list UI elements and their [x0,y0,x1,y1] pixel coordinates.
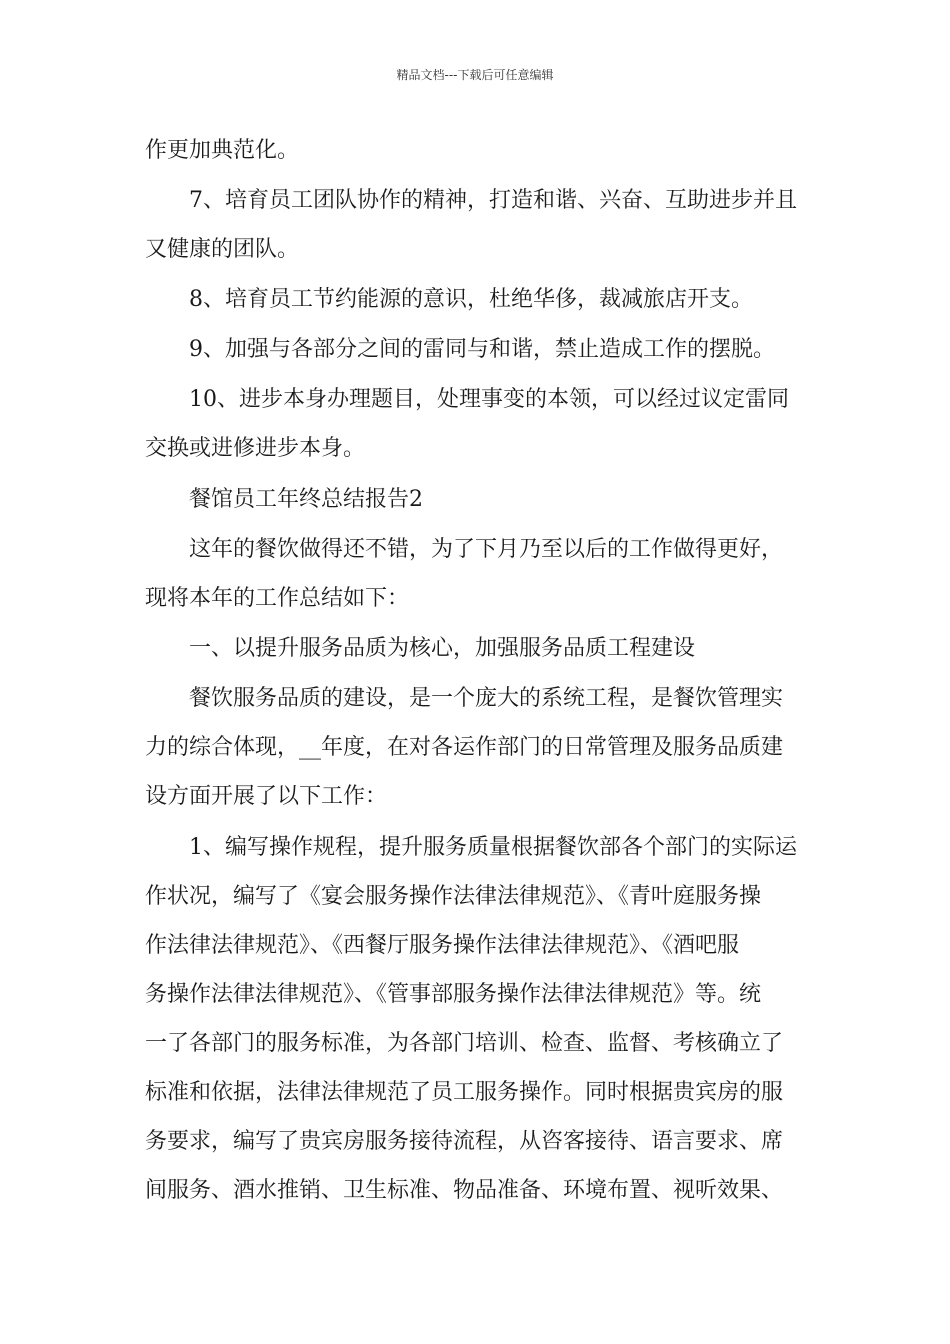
section-heading-one [145,624,810,673]
text-line: 作法律法律规范》、《西餐厅服务操作法律法律规范》、《酒吧服 [145,933,740,958]
text-line: 务操作法律法律规范》、《管事部服务操作法律法律规范》等。统 [145,982,762,1007]
text-line: 又健康的团队。 [145,237,300,262]
text-line: 作更加典范化。 [145,138,300,163]
text-line: 力的综合体现，__年度，在对各运作部门的日常管理及服务品质建 [145,735,784,760]
text-line: 餐饮服务品质的建设，是一个庞大的系统工程，是餐饮管理实 [145,686,784,711]
paragraph-item-10 [145,375,810,473]
text-line: 8、培育员工节约能源的意识，杜绝华侈，裁减旅店开支。 [145,287,753,312]
text-line: 设方面开展了以下工作： [145,784,388,809]
text-line: 7、培育员工团队协作的精神，打造和谐、兴奋、互助进步并且 [145,188,797,213]
paragraph-service-quality [145,674,810,821]
text-line: 现将本年的工作总结如下： [145,586,410,611]
text-line: 作状况，编写了《宴会服务操作法律法律规范》、《青叶庭服务操 [145,884,762,909]
text-line: 这年的餐饮做得还不错，为了下月乃至以后的工作做得更好， [145,537,784,562]
paragraph-item-1 [145,823,810,1215]
page-header: 精品文档---下载后可任意编辑 [396,68,554,82]
paragraph-1 [145,126,810,175]
text-line: 交换或进修进步本身。 [145,436,366,461]
text-line: 一、以提升服务品质为核心，加强服务品质工程建设 [145,636,696,661]
paragraph-intro [145,525,810,623]
text-line: 务要求，编写了贵宾房服务接待流程，从咨客接待、语言要求、席 [145,1129,784,1154]
text-line: 10、进步本身办理题目，处理事变的本领，可以经过议定雷同 [145,387,789,412]
text-line: 标准和依据，法律法律规范了员工服务操作。同时根据贵宾房的服 [145,1080,784,1105]
text-line: 一了各部门的服务标准，为各部门培训、检查、监督、考核确立了 [145,1031,784,1056]
text-line: 餐馆员工年终总结报告2 [145,487,423,512]
text-line: 间服务、酒水推销、卫生标准、物品准备、环境布置、视听效果、 [145,1178,784,1203]
paragraph-item-8 [145,275,810,324]
paragraph-item-9 [145,325,810,374]
text-line: 1、编写操作规程，提升服务质量根据餐饮部各个部门的实际运 [145,835,797,860]
paragraph-item-7 [145,176,810,274]
section-heading-report-2 [145,475,810,524]
text-line: 9、加强与各部分之间的雷同与和谐，禁止造成工作的摆脱。 [145,337,775,362]
